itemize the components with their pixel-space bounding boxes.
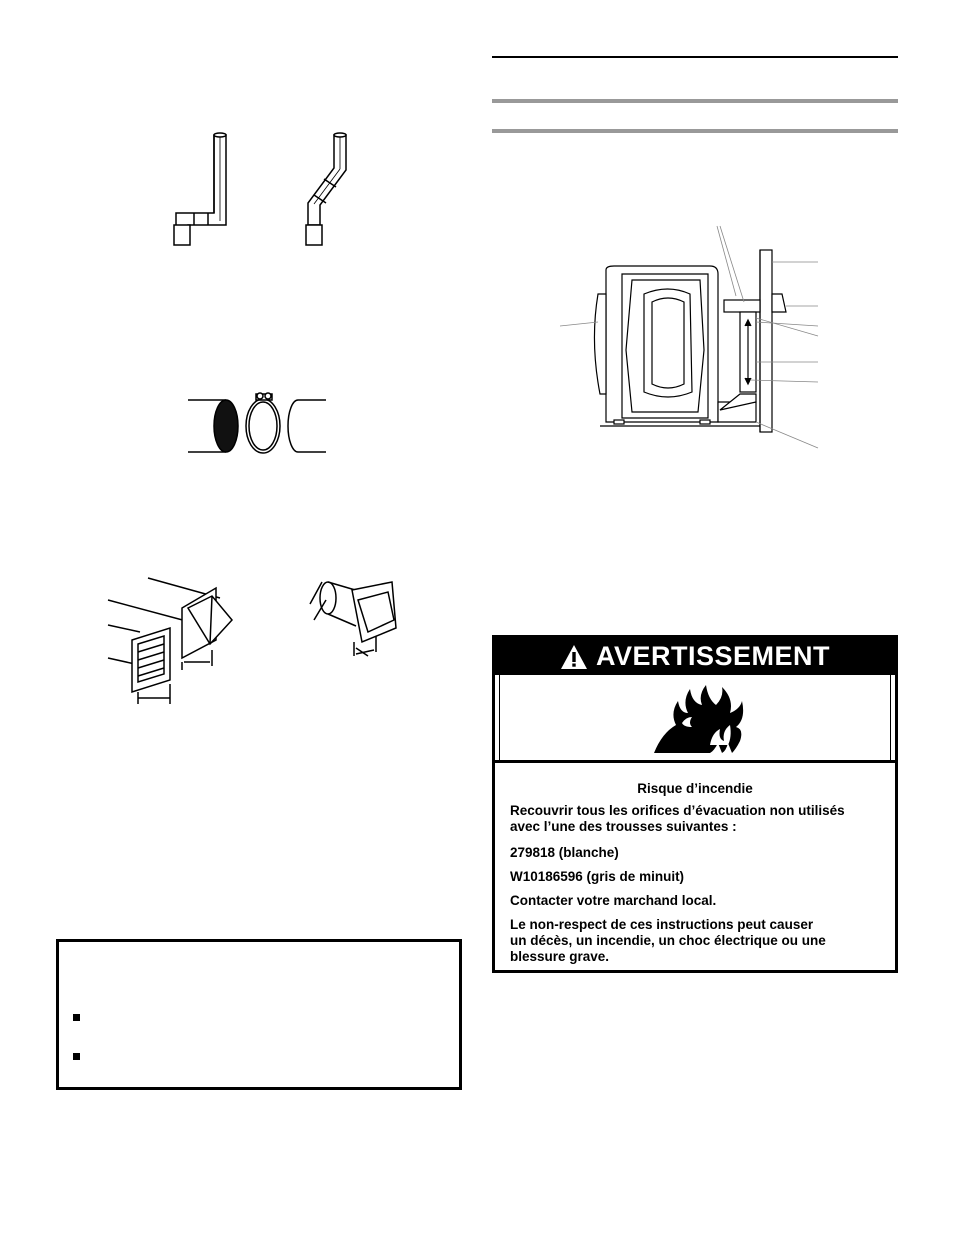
note-box <box>56 939 462 1090</box>
warning-heading: Risque d’incendie <box>637 781 753 796</box>
warning-header <box>495 638 895 675</box>
warning-text-line: avec l’une des trousses suivantes : <box>510 819 737 834</box>
note-bullet-1 <box>73 1014 80 1021</box>
fire-icon <box>652 683 744 755</box>
warning-title: AVERTISSEMENT <box>595 641 831 671</box>
vent-clamp-illustration <box>186 390 331 455</box>
warning-text-line: Contacter votre marchand local. <box>510 893 717 908</box>
warning-text-line: Recouvrir tous les orifices d’évacuation non utilisés <box>510 803 845 818</box>
note-bullet-2 <box>73 1053 80 1060</box>
warning-box <box>492 635 898 973</box>
section-rule-top <box>492 56 898 58</box>
warning-text-line: blessure grave. <box>510 949 610 964</box>
warning-text-line: Le non-respect de ces instructions peut causer <box>510 917 814 932</box>
exhaust-hood-illustration <box>100 570 420 710</box>
section-rule-gray-1 <box>492 99 898 103</box>
warning-icon-area <box>495 675 895 763</box>
warning-text-line: un décès, un incendie, un choc électrique ou une <box>510 933 826 948</box>
warning-text-line: 279818 (blanche) <box>510 845 619 860</box>
warning-body <box>495 763 895 970</box>
dryer-venting-illustration <box>560 222 830 454</box>
warning-text-line: W10186596 (gris de minuit) <box>510 869 685 884</box>
offset-elbow-illustration <box>150 125 370 255</box>
warning-triangle-icon <box>560 644 588 670</box>
section-rule-gray-2 <box>492 129 898 133</box>
